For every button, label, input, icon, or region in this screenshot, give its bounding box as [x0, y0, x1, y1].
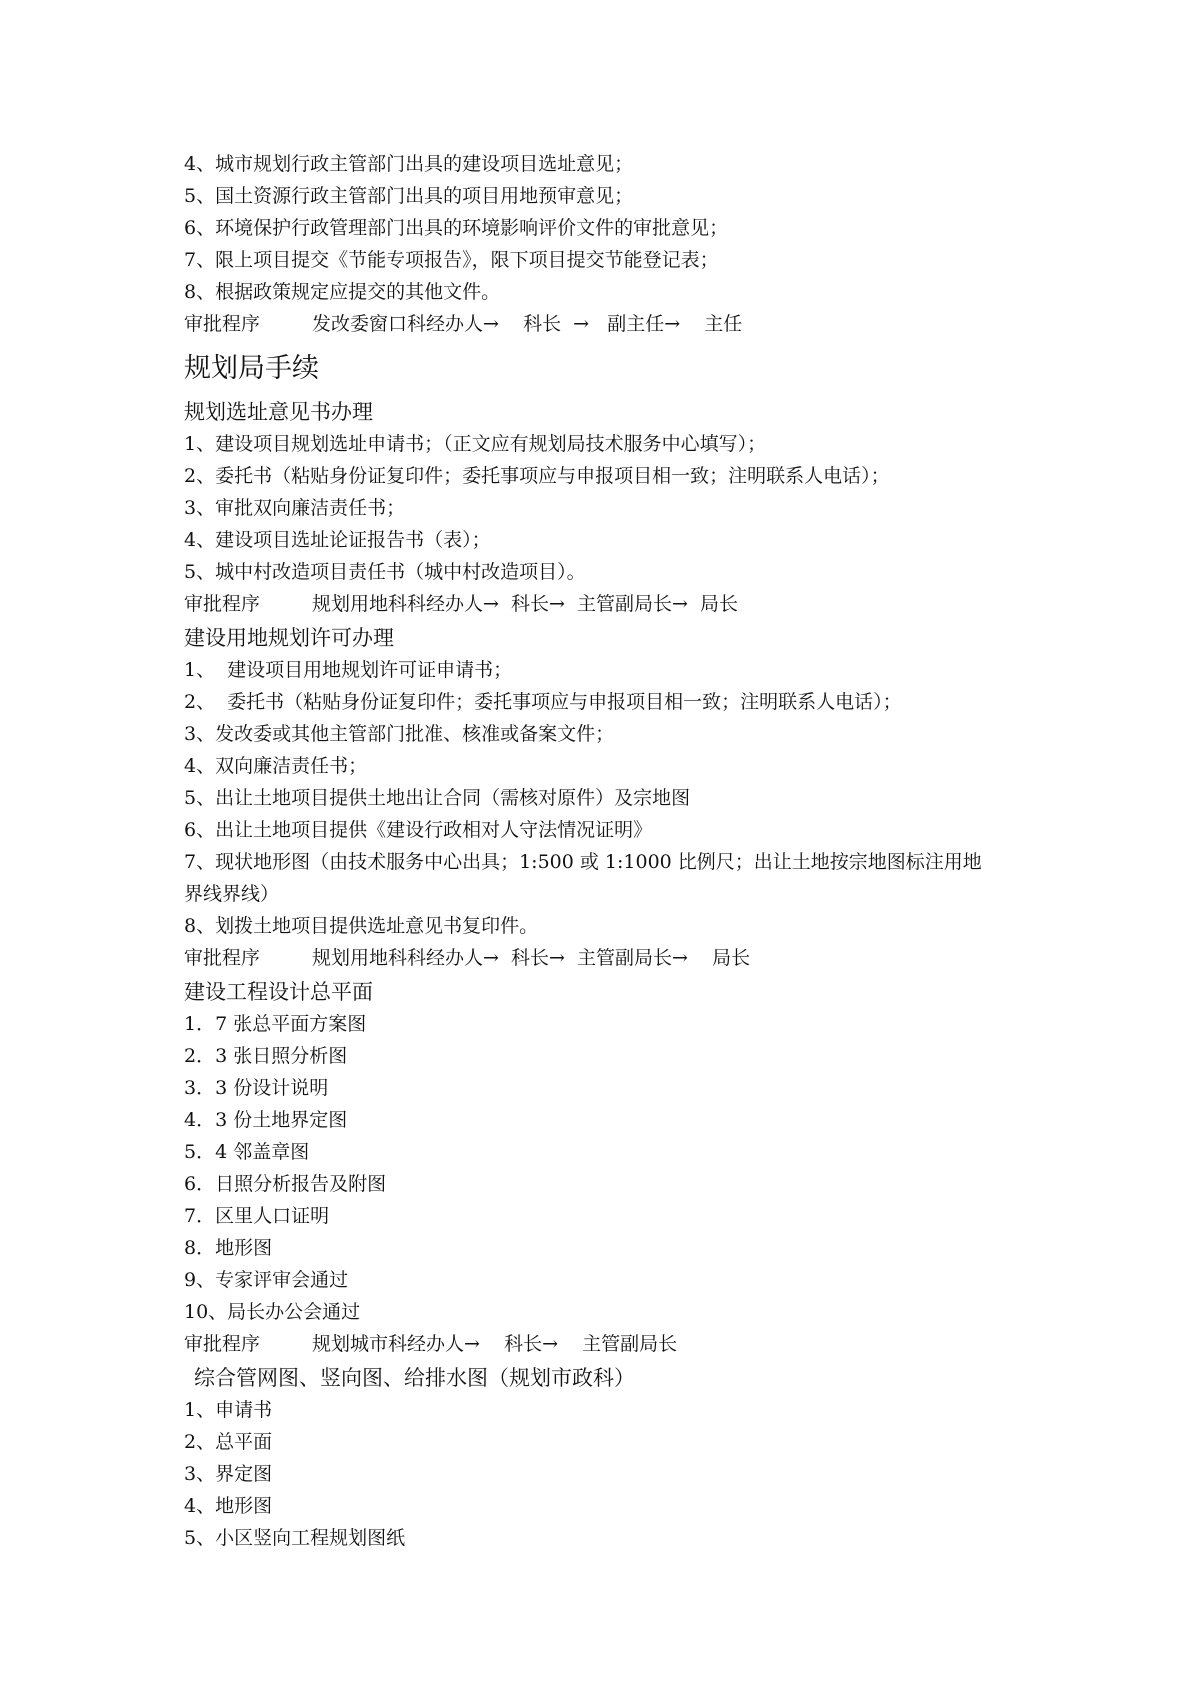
procedure-flow: 规划用地科科经办人→ 科长→ 主管副局长→ 局长 — [312, 947, 751, 969]
list-item: 2．3 张日照分析图 — [184, 1045, 348, 1067]
list-item: 10、局长办公会通过 — [184, 1301, 361, 1323]
list-item: 8、根据政策规定应提交的其他文件。 — [184, 281, 501, 303]
procedure-label: 审批程序 — [184, 313, 261, 335]
approval-procedure — [184, 942, 1064, 974]
list-item: 7、限上项目提交《节能专项报告》，限下项目提交节能登记表； — [184, 249, 719, 271]
procedure-flow: 规划城市科经办人→ 科长→ 主管副局长 — [312, 1333, 678, 1355]
pipeline-list — [184, 1394, 1064, 1554]
procedure-flow: 发改委窗口科经办人→ 科长 → 副主任→ 主任 — [312, 313, 743, 335]
procedure-label: 审批程序 — [184, 593, 261, 615]
procedure-label: 审批程序 — [184, 947, 261, 969]
list-item: 2、 委托书（粘贴身份证复印件；委托事项应与申报项目相一致；注明联系人电话）； — [184, 691, 902, 713]
list-item: 3．3 份设计说明 — [184, 1077, 329, 1099]
list-item: 7、现状地形图（由技术服务中心出具；1:500 或 1:1000 比例尺；出让土地按宗地图标注用地界线界线） — [184, 851, 982, 905]
procedure-flow: 规划用地科科经办人→ 科长→ 主管副局长→ 局长 — [312, 593, 738, 615]
list-item: 4、建设项目选址论证报告书（表）； — [184, 529, 491, 551]
list-item: 3、发改委或其他主管部门批准、核准或备案文件； — [184, 723, 615, 745]
master-plan-list — [184, 1008, 1064, 1328]
list-item: 9、专家评审会通过 — [184, 1269, 349, 1291]
list-item: 4、双向廉洁责任书； — [184, 755, 368, 777]
approval-procedure — [184, 308, 1064, 340]
list-item: 5、城中村改造项目责任书（城中村改造项目）。 — [184, 561, 586, 583]
list-item: 5、国土资源行政主管部门出具的项目用地预审意见； — [184, 185, 634, 207]
list-item: 3、审批双向廉洁责任书； — [184, 497, 406, 519]
procedure-label: 审批程序 — [184, 1333, 261, 1355]
subsection-heading: 综合管网图、竖向图、给排水图（规划市政科） — [194, 1366, 635, 1390]
list-item: 6、环境保护行政管理部门出具的环境影响评价文件的审批意见； — [184, 217, 729, 239]
list-item: 4、城市规划行政主管部门出具的建设项目选址意见； — [184, 153, 634, 175]
subsection-heading: 建设用地规划许可办理 — [184, 626, 394, 650]
list-item: 5．4 邻盖章图 — [184, 1141, 310, 1163]
list-item: 8、划拨土地项目提供选址意见书复印件。 — [184, 915, 539, 937]
list-item: 7．区里人口证明 — [184, 1205, 330, 1227]
land-use-permit-list — [184, 654, 1064, 942]
section-title: 规划局手续 — [184, 353, 319, 384]
list-item: 8．地形图 — [184, 1237, 273, 1259]
subsection-heading: 建设工程设计总平面 — [184, 980, 373, 1004]
site-selection-list — [184, 428, 1064, 588]
intro-list — [184, 148, 1064, 308]
approval-procedure — [184, 588, 1064, 620]
list-item: 5、小区竖向工程规划图纸 — [184, 1527, 406, 1549]
list-item: 1、建设项目规划选址申请书；（正文应有规划局技术服务中心填写）； — [184, 433, 767, 455]
list-item: 4．3 份土地界定图 — [184, 1109, 348, 1131]
document-page — [184, 148, 1064, 1554]
list-item: 1、申请书 — [184, 1399, 273, 1421]
list-item: 5、出让土地项目提供土地出让合同（需核对原件）及宗地图 — [184, 787, 691, 809]
list-item: 1．7 张总平面方案图 — [184, 1013, 367, 1035]
list-item: 6．日照分析报告及附图 — [184, 1173, 387, 1195]
list-item: 4、地形图 — [184, 1495, 273, 1517]
list-item: 2、总平面 — [184, 1431, 273, 1453]
list-item: 3、界定图 — [184, 1463, 273, 1485]
subsection-heading: 规划选址意见书办理 — [184, 400, 373, 424]
list-item: 1、 建设项目用地规划许可证申请书； — [184, 659, 513, 681]
approval-procedure — [184, 1328, 1064, 1360]
list-item: 2、委托书（粘贴身份证复印件；委托事项应与申报项目相一致；注明联系人电话）； — [184, 465, 890, 487]
list-item: 6、出让土地项目提供《建设行政相对人守法情况证明》 — [184, 819, 653, 841]
